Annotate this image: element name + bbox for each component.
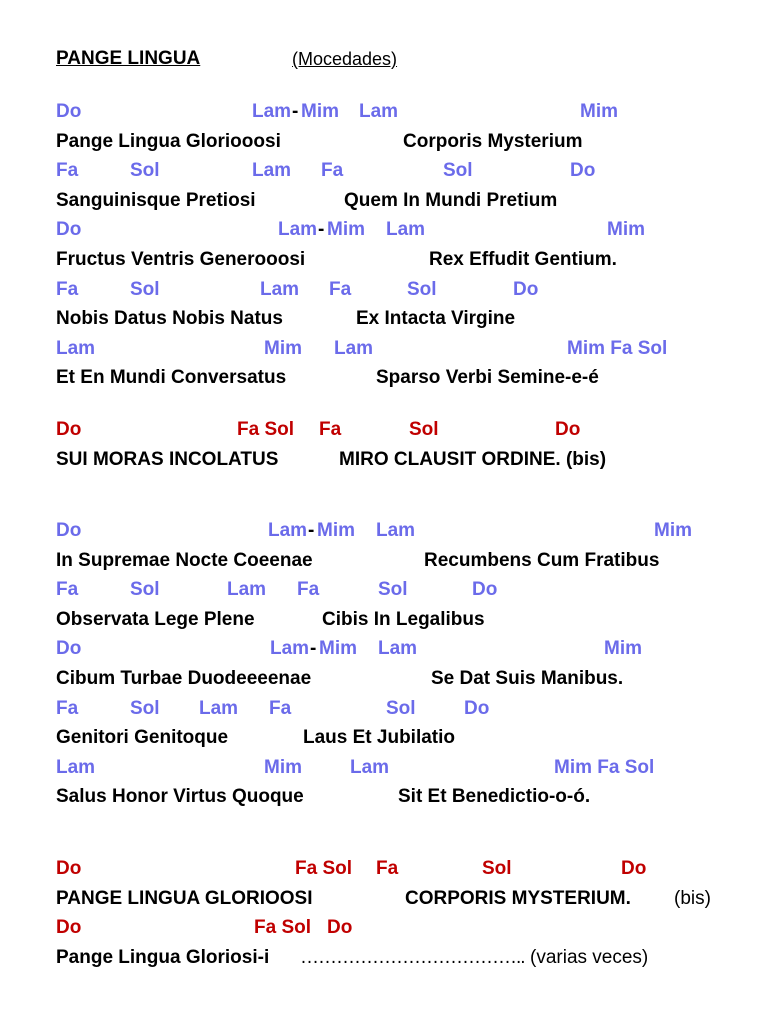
chord: Fa [269, 697, 292, 719]
chord: Lam [252, 101, 292, 122]
chord: Lam [252, 160, 292, 182]
chord: Do [56, 858, 82, 879]
lyric-line [56, 304, 746, 334]
chord: Fa Sol [254, 917, 312, 939]
lyric-text: Pange Lingua Gloriooosi [56, 130, 281, 152]
chord: Sol [130, 160, 160, 182]
repeat-note: (varias veces) [530, 946, 649, 968]
lyric-text: Corporis Mysterium [403, 130, 583, 152]
chord: Do [56, 419, 82, 440]
chord: Lam [278, 219, 318, 241]
chord: Lam [199, 697, 239, 719]
chord: Lam [359, 101, 399, 122]
chorus-2 [56, 854, 746, 972]
chord: Lam [270, 638, 310, 660]
chord: Fa [329, 278, 352, 300]
song-header [56, 48, 736, 72]
chord: Fa [319, 419, 342, 440]
verse-1 [56, 97, 746, 393]
chord: Do [570, 160, 596, 182]
lyric-text: Cibis In Legalibus [322, 608, 485, 630]
chord: Mim [264, 337, 302, 359]
lyric-text: Nobis Datus Nobis Natus [56, 308, 283, 330]
chord: Fa [376, 858, 399, 879]
lyric-line [56, 546, 746, 576]
chord: Sol [378, 579, 408, 601]
chord: Mim [301, 101, 339, 122]
chord: Fa Sol [237, 419, 295, 440]
lyric-text: Cibum Turbae Duodeeeenae [56, 667, 312, 689]
lyric-text: Sparso Verbi Semine-e-é [376, 367, 599, 389]
verse-2 [56, 516, 746, 812]
chord: Mim Fa Sol [567, 337, 668, 359]
chord: Lam [227, 579, 267, 601]
chord: Fa [56, 160, 79, 182]
lyric-text: Pange Lingua Gloriosi-i [56, 946, 270, 968]
chord-separator: - [292, 101, 299, 122]
chord: Mim [264, 756, 302, 778]
chord-separator: - [318, 219, 325, 241]
song-artist: (Mocedades) [292, 49, 398, 69]
chord: Do [472, 579, 498, 601]
lyric-text: MIRO CLAUSIT ORDINE. (bis) [339, 448, 607, 470]
chord: Do [56, 219, 82, 241]
lyric-line [56, 723, 746, 753]
chord: Fa [56, 278, 79, 300]
chord: Sol [409, 419, 439, 440]
lyric-line [56, 782, 746, 812]
chord: Sol [386, 697, 416, 719]
lyric-text: Salus Honor Virtus Quoque [56, 786, 304, 808]
chord: Mim [327, 219, 365, 241]
chord: Lam [386, 219, 426, 241]
chord: Do [555, 419, 581, 440]
lyric-line [56, 943, 746, 973]
chord: Do [56, 520, 82, 541]
chord-line [56, 753, 746, 783]
chord-line [56, 634, 746, 664]
chord: Sol [130, 278, 160, 300]
chord: Sol [130, 697, 160, 719]
chord: Lam [376, 520, 416, 541]
chord: Do [327, 917, 353, 939]
lyric-text: CORPORIS MYSTERIUM. [405, 887, 631, 909]
chord: Do [621, 858, 647, 879]
chord: Lam [350, 756, 390, 778]
lyric-text: Et En Mundi Conversatus [56, 367, 287, 389]
chord: Do [464, 697, 490, 719]
chord: Sol [443, 160, 473, 182]
chord: Do [56, 101, 82, 122]
chord-separator: - [310, 638, 317, 660]
lyric-text: Sit Et Benedictio-o-ó. [398, 786, 591, 808]
lyric-line [56, 664, 746, 694]
chord: Fa [56, 579, 79, 601]
chord-separator: - [308, 520, 315, 541]
lyric-text: In Supremae Nocte Coeenae [56, 549, 313, 571]
lyric-line [56, 605, 746, 635]
chord: Fa Sol [295, 858, 353, 879]
lyric-line [56, 363, 746, 393]
chord: Lam [378, 638, 418, 660]
chord: Mim [317, 520, 355, 541]
lyric-text: Quem In Mundi Pretium [344, 189, 558, 211]
lyric-text: Se Dat Suis Manibus. [431, 667, 624, 689]
chord: Do [56, 638, 82, 660]
lyric-line [56, 884, 746, 914]
chord: Mim Fa Sol [554, 756, 655, 778]
chord-line [56, 275, 746, 305]
lyric-text: SUI MORAS INCOLATUS [56, 448, 279, 470]
chord: Lam [56, 756, 96, 778]
lyric-text: Laus Et Jubilatio [303, 727, 456, 749]
chord: Sol [130, 579, 160, 601]
chord: Fa [321, 160, 344, 182]
chord-line [56, 516, 746, 546]
song-title: PANGE LINGUA [56, 48, 201, 69]
lyric-text: Observata Lege Plene [56, 608, 255, 630]
chord-line [56, 575, 746, 605]
lyric-text: Sanguinisque Pretiosi [56, 189, 256, 211]
lyric-line [56, 186, 746, 216]
lyric-text: Genitori Genitoque [56, 727, 229, 749]
lyric-text: Rex Effudit Gentium. [429, 248, 617, 270]
chord: Lam [268, 520, 308, 541]
lyric-text: Fructus Ventris Generooosi [56, 248, 306, 270]
chord: Sol [482, 858, 512, 879]
dotted-leader: ……………………………….. [300, 946, 525, 968]
chord: Fa [56, 697, 79, 719]
chord-line [56, 913, 746, 943]
chord: Lam [334, 337, 374, 359]
chord: Mim [319, 638, 357, 660]
lyric-line [56, 127, 746, 157]
chord-line [56, 694, 746, 724]
chord-line [56, 215, 746, 245]
chord-line [56, 156, 746, 186]
chord-line [56, 97, 746, 127]
chord: Mim [580, 101, 618, 122]
chord: Do [513, 278, 539, 300]
chord: Lam [56, 337, 96, 359]
lyric-text: Ex Intacta Virgine [356, 308, 516, 330]
lyric-line [56, 245, 746, 275]
lyric-text: PANGE LINGUA GLORIOOSI [56, 887, 313, 909]
chord-line [56, 334, 746, 364]
chord: Do [56, 917, 82, 939]
lyric-text: Recumbens Cum Fratibus [424, 549, 660, 571]
chord: Fa [297, 579, 320, 601]
chord: Lam [260, 278, 300, 300]
chord: Sol [407, 278, 437, 300]
chord-line [56, 415, 746, 445]
chord: Mim [604, 638, 642, 660]
chorus-1 [56, 415, 746, 474]
repeat-note: (bis) [674, 887, 711, 909]
lyric-line [56, 445, 746, 475]
chord: Mim [607, 219, 645, 241]
chord: Mim [654, 520, 692, 541]
chord-line [56, 854, 746, 884]
